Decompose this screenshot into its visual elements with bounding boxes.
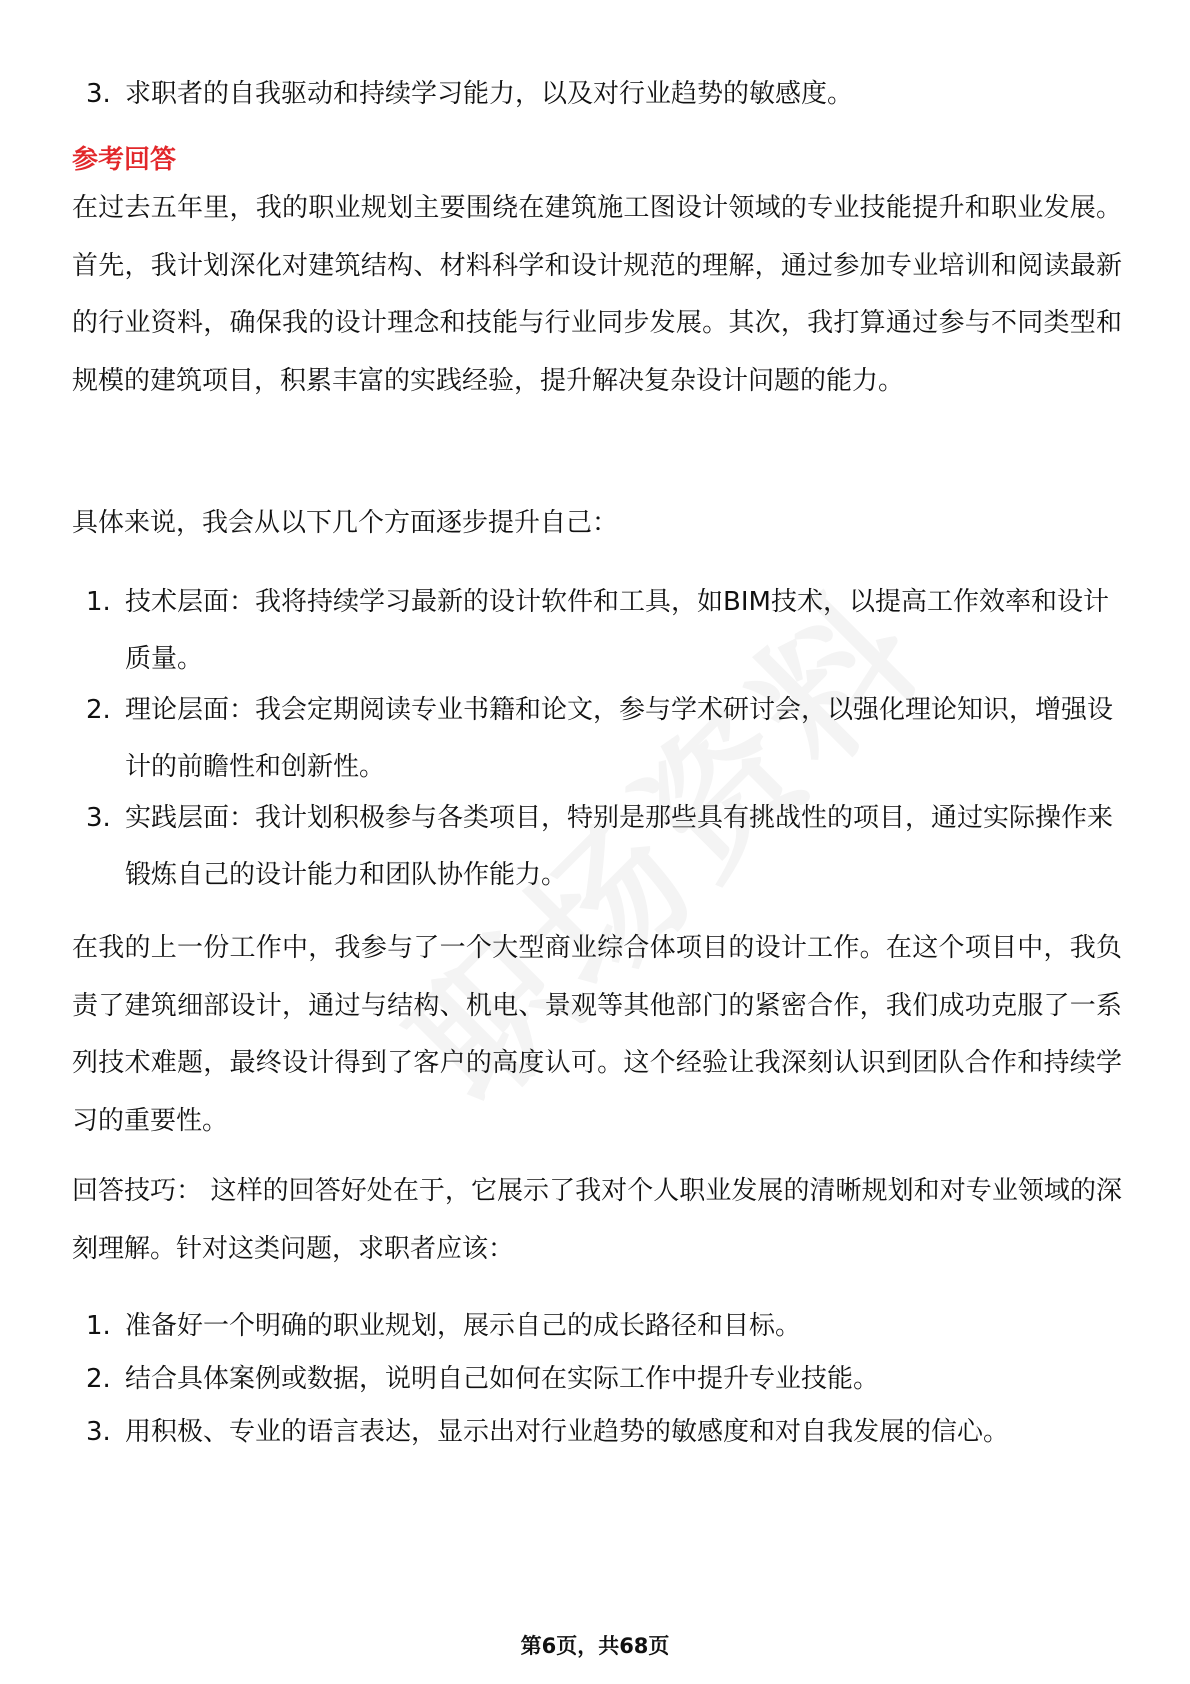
list-text: 实践层面：我计划积极参与各类项目，特别是那些具有挑战性的项目，通过实际操作来锻炼自己的设计能力和团队协作能力。 <box>125 803 1114 890</box>
list-item <box>72 1353 1122 1406</box>
list-number: 2. <box>86 1364 111 1394</box>
list-number: 3. <box>86 1417 111 1447</box>
list-item <box>72 790 1122 904</box>
list-text: 求职者的自我驱动和持续学习能力，以及对行业趋势的敏感度。 <box>125 79 854 109</box>
list-number: 1. <box>86 587 111 617</box>
list-text: 技术层面：我将持续学习最新的设计软件和工具，如BIM技术，以提高工作效率和设计质量。 <box>125 587 1109 674</box>
list-text: 用积极、专业的语言表达，显示出对行业趋势的敏感度和对自我发展的信心。 <box>125 1417 1010 1447</box>
list-2 <box>72 574 1122 904</box>
list-number: 3. <box>86 803 111 833</box>
paragraph-4: 回答技巧： 这样的回答好处在于，它展示了我对个人职业发展的清晰规划和对专业领域的深刻理解。针对这类问题，求职者应该： <box>72 1176 1122 1264</box>
page-footer: 第6页，共68页 <box>520 1634 670 1658</box>
paragraph-3: 在我的上一份工作中，我参与了一个大型商业综合体项目的设计工作。在这个项目中，我负责了建筑细部设计，通过与结构、机电、景观等其他部门的紧密合作，我们成功克服了一系列技术难题，最终设计得到了客户的高度认可。这个经验让我深刻认识到团队合作和持续学习的重要性。 <box>72 933 1122 1136</box>
list-item <box>72 574 1122 688</box>
section-heading: 参考回答 <box>72 145 177 175</box>
list-text: 结合具体案例或数据，说明自己如何在实际工作中提升专业技能。 <box>125 1364 880 1394</box>
list-3 <box>72 1300 1122 1459</box>
list-number: 1. <box>86 1311 111 1341</box>
top-list <box>72 66 1122 123</box>
paragraph-1: 在过去五年里，我的职业规划主要围绕在建筑施工图设计领域的专业技能提升和职业发展。首先，我计划深化对建筑结构、材料科学和设计规范的理解，通过参加专业培训和阅读最新的行业资料，确保我的设计理念和技能与行业同步发展。其次，我打算通过参与不同类型和规模的建筑项目，积累丰富的实践经验，提升解决复杂设计问题的能力。 <box>72 193 1122 396</box>
list-item <box>72 682 1122 796</box>
list-text: 理论层面：我会定期阅读专业书籍和论文，参与学术研讨会，以强化理论知识，增强设计的前瞻性和创新性。 <box>125 695 1114 782</box>
list-item <box>72 1300 1122 1353</box>
paragraph-2: 具体来说，我会从以下几个方面逐步提升自己： <box>72 508 619 538</box>
list-text: 准备好一个明确的职业规划，展示自己的成长路径和目标。 <box>125 1311 802 1341</box>
list-number: 2. <box>86 695 111 725</box>
list-number: 3. <box>86 79 111 109</box>
list-item <box>72 66 1122 123</box>
list-item <box>72 1406 1122 1459</box>
